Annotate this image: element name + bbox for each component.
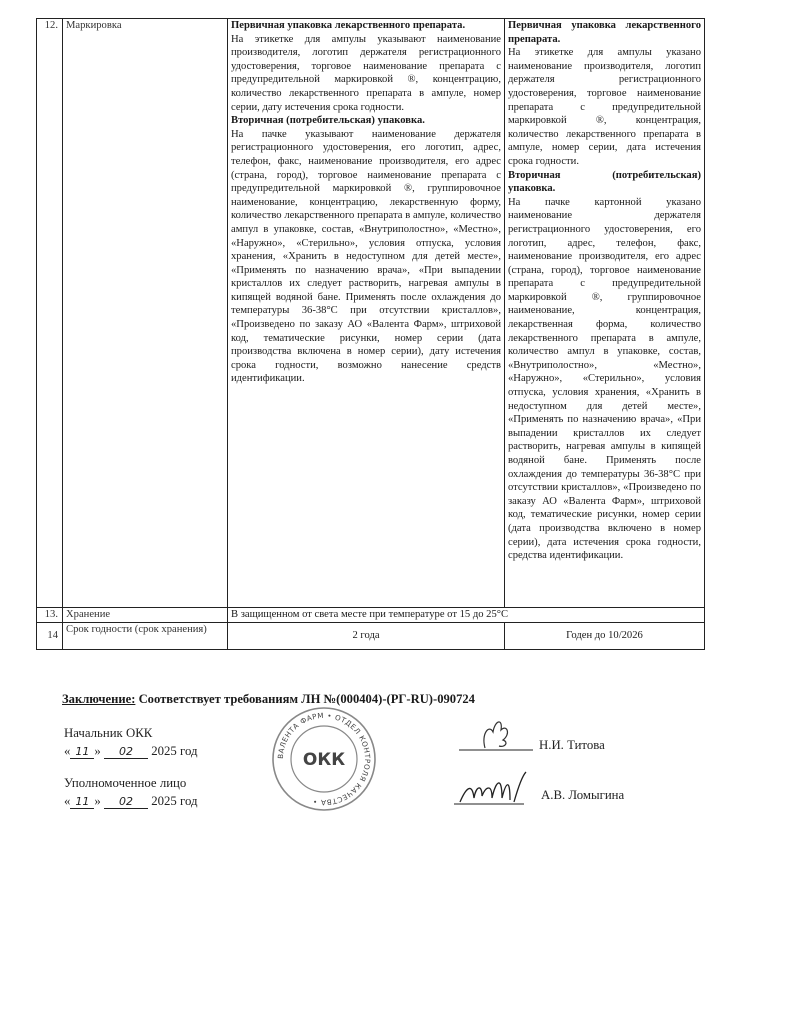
secondary-pack-text: На пачке указывают наименование держателя регистрационного удостоверения, его логотип, адрес, телефон, факс, наименование производителя, его адрес (страна, город), торговое наименование препарата с предупредительной маркировкой ®, группировочное наименование, концентрацию, лекарственную форму, количество лекарственного препарата в ампуле, количество ампул в упаковке, состав, «Внутриполостно», «Местно», «Наружно», «Стерильно», условия отпуска, условия хранения, «Хранить в недоступном для детей месте», «Применять по назначению врача», «При выпадении кристаллов их следует растворить, нагревая ампулы в кипящей водяной бане. Применять после охлаждения до температуры 36-38°С при отсутствии кристаллов», «Произведено по заказу АО «Валента Фарм», штриховой код, тематические рисунки, номер серии (дата производства включена в номер серии), дату истечения срока годности, возможно нанесение средств идентификации. — [231, 128, 501, 385]
row-title: Маркировка — [63, 19, 228, 608]
primary-pack-header: Первичная упаковка лекарственного препарата. — [508, 20, 701, 45]
stamp-ring-text: ВАЛЕНТА ФАРМ • ОТДЕЛ КОНТРОЛЯ КАЧЕСТВА • — [275, 710, 373, 808]
qc-stamp-icon — [270, 705, 378, 813]
primary-pack-text: На этикетке для ампулы указывают наименование производителя, логотип держателя регистрационного удостоверения, торговое наименование препарата с предупредительной маркировкой ®, концентрацию, количество лекарственного препарата в ампуле, номер серии, дату истечения срока годности. — [231, 33, 501, 113]
head-date-year: 2025 год — [151, 744, 198, 758]
authorized-signature — [452, 768, 540, 812]
conclusion-text: Соответствует требованиям ЛН №(000404)-(РГ-RU)-090724 — [138, 692, 475, 706]
head-date-month: 02 — [104, 745, 148, 759]
table-row-storage — [37, 608, 705, 623]
authorized-title: Уполномоченное лицо — [64, 776, 187, 790]
row-number: 13. — [37, 608, 63, 623]
conclusion — [62, 692, 475, 707]
row-number: 14 — [37, 623, 63, 650]
head-signature — [455, 712, 537, 756]
authorized-name: А.В. Ломыгина — [541, 788, 625, 802]
stamp-center-text: ОКК — [302, 750, 346, 770]
primary-pack-text: На этикетке для ампулы указано наименование производителя, логотип держателя регистрационного удостоверения, торговое наименование препарата с предупредительной маркировкой ®, концентрация, количество лекарственного препарата в ампуле, номер серии, дата истечения срока годности. — [508, 47, 701, 167]
row-title: Срок годности (срок хранения) — [63, 623, 228, 650]
secondary-pack-header: Вторичная (потребительская) упаковка. — [508, 169, 701, 195]
conclusion-label: Заключение: — [62, 692, 136, 706]
primary-pack-header: Первичная упаковка лекарственного препарата. — [231, 20, 466, 31]
table-row-shelf-life — [37, 623, 705, 650]
table-row-labeling — [37, 19, 705, 608]
head-date: « 11 » 02 2025 год — [64, 744, 198, 758]
authorized-date-day: 11 — [70, 795, 94, 809]
secondary-pack-text: На пачке картонной указано наименование держателя регистрационного удостоверения, его логотип, адрес, телефон, факс, наименование производителя, его адрес (страна, город), торговое наименование препарата с предупредительной маркировкой ®, группировочное наименование, концентрация, лекарственная форма, количество лекарственного препарата в ампуле, количество ампул в упаковке, состав, «Внутриполостно», «Местно», «Наружно», «Стерильно», условия отпуска, условия хранения, «Хранить в недоступном для детей месте», «Применять по назначению врача», «При выпадении кристаллов их следует растворить, нагревая ампулы в кипящей водяной бане. Применять после охлаждения до температуры 36-38°С при отсутствии кристаллов», «Произведено по заказу АО «Валента Фарм», штриховой код, тематические рисунки, номер серии (дата производства включено в номер серии), дата истечения срока годности, средства идентификации. — [508, 196, 701, 562]
spec-table — [36, 18, 705, 650]
requirement-cell — [228, 19, 505, 608]
head-date-day: 11 — [70, 745, 94, 759]
authorized-date: « 11 » 02 2025 год — [64, 794, 198, 808]
head-name: Н.И. Титова — [539, 738, 605, 752]
result-cell — [505, 19, 705, 608]
head-title: Начальник ОКК — [64, 726, 153, 740]
authorized-date-year: 2025 год — [151, 794, 198, 808]
storage-value: В защищенном от света месте при температуре от 15 до 25°С — [228, 608, 705, 623]
shelf-life-result: Годен до 10/2026 — [505, 623, 705, 650]
shelf-life-requirement: 2 года — [228, 623, 505, 650]
row-number: 12. — [37, 19, 63, 608]
row-title: Хранение — [63, 608, 228, 623]
authorized-date-month: 02 — [104, 795, 148, 809]
secondary-pack-header: Вторичная (потребительская) упаковка. — [231, 115, 425, 127]
